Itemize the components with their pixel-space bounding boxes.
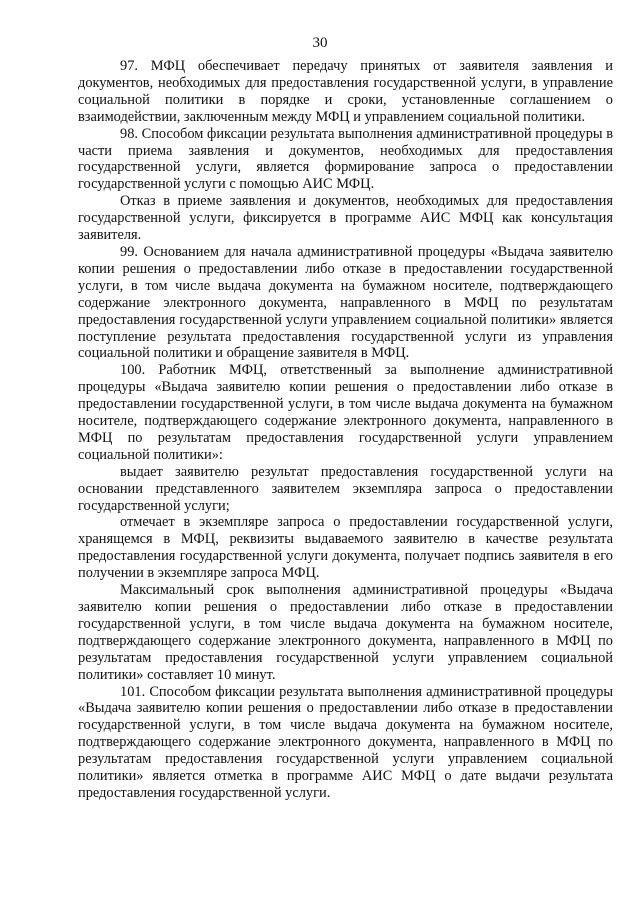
document-body: [78, 58, 613, 802]
paragraph-100-max-duration: Максимальный срок выполнения административной процедуры «Выдача заявителю копии решения о предоставлении либо отказе в предоставлении государственной услуги, в том числе выдача документа на бумажном носителе, подтверждающего содержание электронного документа, направленного в МФЦ по результатам предоставления государственной услуги управлением социальной политики» составляет 10 минут.: [78, 582, 613, 683]
paragraph-99: 99. Основанием для начала административной процедуры «Выдача заявителю копии решения о предоставлении либо отказе в предоставлении государственной услуги, в том числе выдача документа на бумажном носителе, подтверждающего содержание электронного документа, направленного в МФЦ по результатам предоставления государственной услуги управлением социальной политики» является поступление результата предоставления государственной услуги из управления социальной политики и обращение заявителя в МФЦ.: [78, 243, 613, 362]
paragraph-100-marks-request: отмечает в экземпляре запроса о предоставлении государственной услуги, хранящемся в МФЦ, реквизиты выдаваемого заявителю в качестве результата предоставления государственной услуги документа, получает подпись заявителя в его получении в экземпляре запроса МФЦ.: [78, 514, 613, 582]
page-number: 30: [312, 35, 328, 51]
paragraph-100: 100. Работник МФЦ, ответственный за выполнение административной процедуры «Выдача заявителю копии решения о предоставлении либо отказе в предоставлении государственной услуги, в том числе выдача документа на бумажном носителе, подтверждающего содержание электронного документа, направленного в МФЦ по результатам предоставления государственной услуги управлением социальной политики»:: [78, 362, 613, 463]
paragraph-100-issues-result: выдает заявителю результат предоставления государственной услуги на основании представленного заявителем экземпляра запроса о предоставлении государственной услуги;: [78, 463, 613, 514]
paragraph-101: 101. Способом фиксации результата выполнения административной процедуры «Выдача заявителю копии решения о предоставлении либо отказе в предоставлении государственной услуги, в том числе выдача документа на бумажном носителе, подтверждающего содержание электронного документа, направленного в МФЦ по результатам предоставления государственной услуги управлением социальной политики» является отметка в программе АИС МФЦ о дате выдачи результата предоставления государственной услуги.: [78, 683, 613, 801]
paragraph-98-refusal: Отказ в приеме заявления и документов, необходимых для предоставления государственной услуги, фиксируется в программе АИС МФЦ как консультация заявителя.: [78, 193, 613, 244]
paragraph-97: 97. МФЦ обеспечивает передачу принятых от заявителя заявления и документов, необходимых для предоставления государственной услуги, в управление социальной политики в порядке и сроки, установленные соглашением о взаимодействии, заключенным между МФЦ и управлением социальной политики.: [78, 58, 613, 125]
paragraph-98: 98. Способом фиксации результата выполнения административной процедуры в части приема заявления и документов, необходимых для предоставления государственной услуги, является формирование запроса о предоставлении государственной услуги с помощью АИС МФЦ.: [78, 125, 613, 193]
